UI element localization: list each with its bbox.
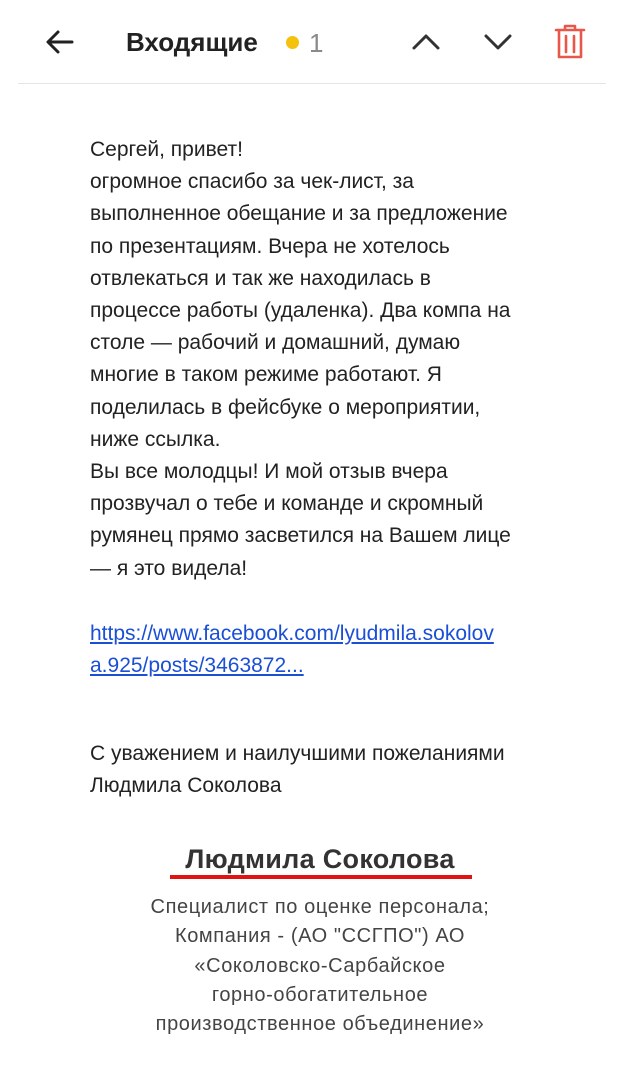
signature-name: Людмила Соколова	[185, 844, 455, 874]
signature-role-line: производственное объединение»	[155, 1013, 485, 1036]
chevron-up-icon	[411, 33, 441, 51]
signature-role-line: горно-обогатительное	[211, 983, 429, 1006]
previous-message-button[interactable]	[404, 20, 448, 64]
next-message-button[interactable]	[476, 20, 520, 64]
message-line: огромное спасибо за чек-лист, за	[90, 170, 414, 194]
message-text	[90, 166, 590, 585]
message-line: ниже ссылка.	[90, 427, 221, 451]
unread-count: 1	[309, 28, 324, 58]
message-greeting: Сергей, привет!	[90, 138, 243, 161]
signature-role-line: Специалист по оценке персонала;	[150, 896, 490, 918]
trash-icon	[554, 24, 586, 60]
message-line: выполненное обещание и за предложение	[90, 202, 508, 226]
chevron-down-icon	[483, 33, 513, 51]
top-toolbar	[0, 0, 640, 84]
facebook-link[interactable]	[90, 618, 590, 682]
signature-role-line: «Соколовско-Сарбайское	[194, 954, 446, 977]
message-line: прозвучал о тебе и команде и скромный	[90, 492, 484, 516]
link-line: a.925/posts/3463872...	[90, 654, 304, 678]
message-line: — я это видела!	[90, 556, 248, 580]
message-line: Вы все молодцы! И мой отзыв вчера	[90, 460, 448, 484]
message-line: столе — рабочий и домашний, думаю	[90, 331, 461, 355]
signature-underline	[170, 875, 472, 879]
message-line: поделилась в фейсбуке о мероприятии,	[90, 395, 481, 419]
signature-role-line: Компания - (АО "ССГПО") АО	[174, 925, 466, 948]
message-line: румянец прямо засветился на Вашем лице	[90, 524, 511, 548]
closing-text: С уважением и наилучшими пожеланиями	[90, 742, 505, 766]
message-line: многие в таком режиме работают. Я	[90, 363, 442, 387]
message-body	[90, 134, 590, 803]
closing-name: Людмила Соколова	[90, 774, 282, 798]
folder-title: Входящие	[126, 27, 258, 57]
header-divider	[18, 83, 606, 84]
clipped-text-remnant	[70, 86, 270, 90]
message-line: отвлекаться и так же находилась в	[90, 266, 431, 290]
delete-button[interactable]	[548, 20, 592, 64]
link-line: https://www.facebook.com/lyudmila.sokolov	[90, 621, 494, 645]
message-line: по презентациям. Вчера не хотелось	[90, 234, 450, 258]
arrow-left-icon	[45, 28, 75, 56]
unread-dot	[286, 36, 299, 49]
signature-role	[0, 893, 640, 1039]
back-button[interactable]	[38, 20, 82, 64]
message-line: процессе работы (удаленка). Два компа на	[90, 299, 511, 323]
